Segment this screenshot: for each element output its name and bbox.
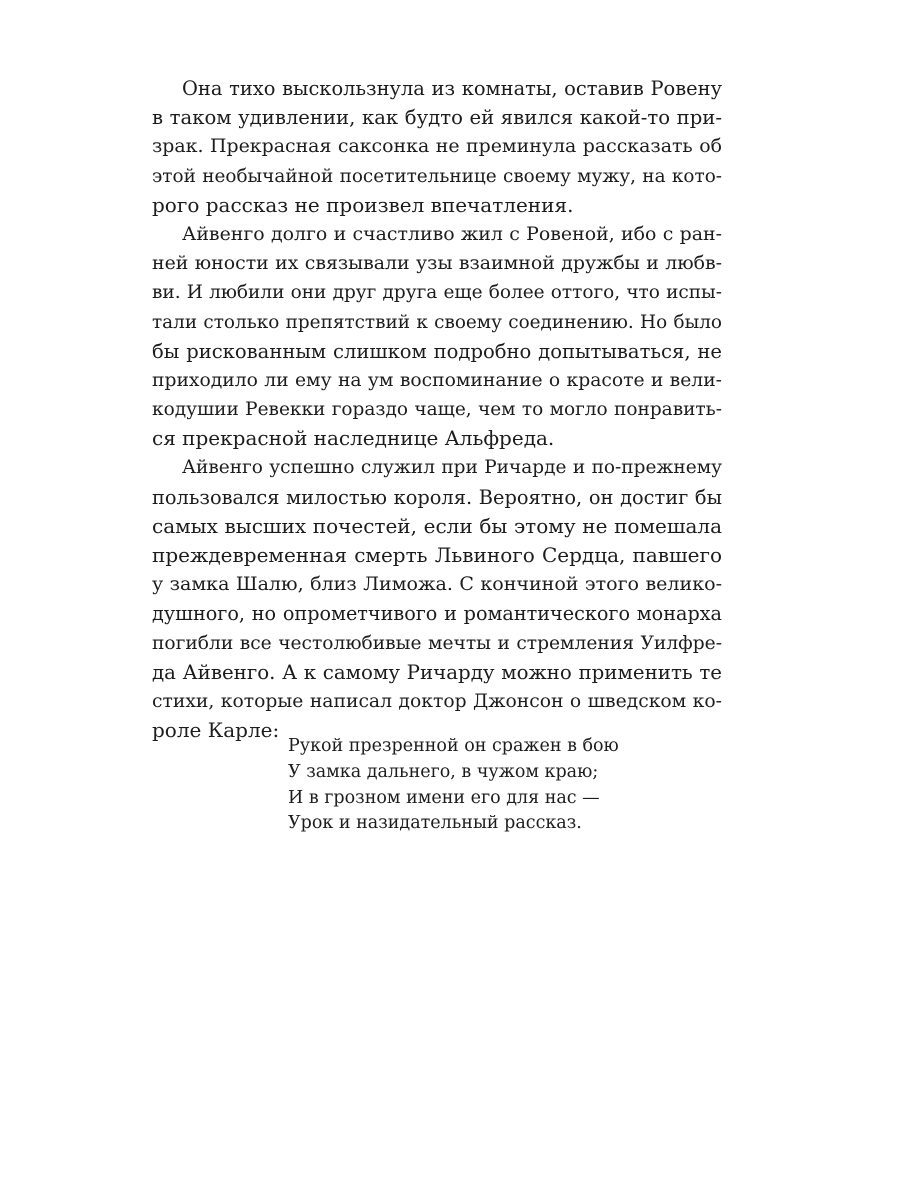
paragraph-3-line-9: стихи, которые написал доктор Джонсон о шведском ко- xyxy=(152,690,722,712)
paragraph-2-line-6: приходило ли ему на ум воспоминание о красоте и вели- xyxy=(152,369,722,391)
paragraph-3-line-10: роле Карле: xyxy=(152,718,280,743)
verse-line-4: Урок и назидательный рассказ. xyxy=(288,813,582,834)
paragraph-3-line-5: у замка Шалю, близ Лиможа. С кончиной этого велико- xyxy=(152,573,722,596)
paragraph-1-line-5: рого рассказ не произвел впечатления. xyxy=(152,192,574,217)
verse-line-2: У замка дальнего, в чужом краю; xyxy=(288,761,599,782)
paragraph-3-line-2: пользовался милостью короля. Вероятно, он достиг бы xyxy=(152,485,722,509)
paragraph-3-line-3: самых высших почестей, если бы этому не помешала xyxy=(152,513,722,538)
paragraph-1-line-1: Она тихо выскользнула из комнаты, оставив Ровену xyxy=(182,77,722,100)
verse-line-3: И в грозном имени его для нас — xyxy=(288,787,600,808)
paragraph-1-line-2: в таком удивлении, как будто ей явился какой-то при- xyxy=(152,106,722,130)
paragraph-2-line-8: ся прекрасной наследнице Альфреда. xyxy=(152,426,555,451)
paragraph-1-line-4: этой необычайной посетительнице своему мужу, на кото- xyxy=(152,165,722,187)
paragraph-2-line-1: Айвенго долго и счастливо жил с Ровеной, ибо с ран- xyxy=(182,222,722,245)
verse-line-1: Рукой презренной он сражен в бою xyxy=(288,736,619,756)
paragraph-1-line-3: зрак. Прекрасная саксонка не преминула рассказать об xyxy=(152,135,722,158)
paragraph-2-line-5: бы рискованным слишком подробно допытываться, не xyxy=(152,339,722,363)
paragraph-2-line-7: кодушии Ревекки гораздо чаще, чем то могло понравить- xyxy=(152,399,722,421)
verse-quote xyxy=(288,734,688,837)
body-text xyxy=(152,74,722,745)
paragraph-2-line-3: ви. И любили они друг друга еще более оттого, что испы- xyxy=(152,282,722,304)
paragraph-3-line-7: погибли все честолюбивые мечты и стремления Уилфре- xyxy=(152,632,722,654)
paragraph-2-line-4: тали столько препятствий к своему соединению. Но было xyxy=(152,311,722,333)
paragraph-3-line-1: Айвенго успешно служил при Ричарде и по-прежнему xyxy=(182,457,722,479)
paragraph-3-line-6: душного, но опрометчивого и романтического монарха xyxy=(152,602,722,626)
paragraph-2-line-2: ней юности их связывали узы взаимной дружбы и любв- xyxy=(152,252,722,275)
paragraph-3-line-8: да Айвенго. А к самому Ричарду можно применить те xyxy=(152,660,722,684)
paragraph-3-line-4: преждевременная смерть Львиного Сердца, павшего xyxy=(152,543,722,567)
